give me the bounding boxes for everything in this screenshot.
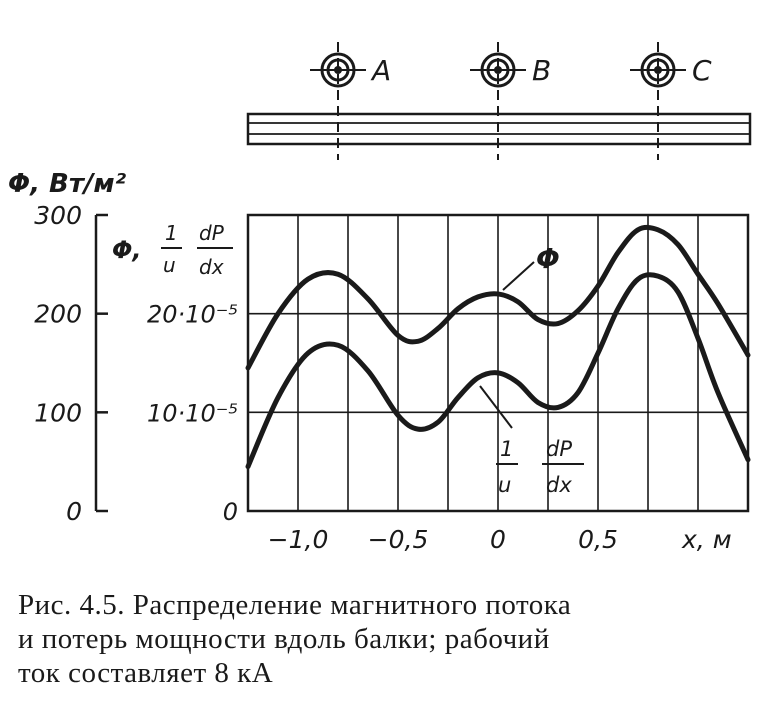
conductor-label: C: [692, 54, 712, 87]
y-inner-frac-den: u: [163, 253, 176, 277]
conductor-core: [494, 66, 502, 74]
y-tick-label-inner: 20·10⁻⁵: [147, 300, 238, 329]
y-tick-label-outer: 200: [34, 299, 82, 329]
y-tick-label-outer: 0: [66, 497, 82, 526]
y-axis-label-main: Φ, Вт/м²: [8, 169, 127, 199]
conductor-c: [630, 42, 712, 160]
annotation-loss-deriv-den: dx: [546, 473, 572, 497]
figure-caption: [18, 588, 763, 690]
x-tick-label: −1,0: [267, 525, 329, 554]
annotation-phi-label: Φ: [536, 242, 560, 275]
x-tick-label: −0,5: [367, 525, 429, 554]
chart: [8, 169, 748, 554]
y-inner-prefix: Φ,: [112, 236, 142, 264]
conductor-label: B: [532, 54, 552, 87]
annotation-loss-deriv-num: dP: [546, 437, 572, 461]
annotation-phi: [503, 242, 560, 290]
beam-diagram: [248, 42, 750, 160]
annotation-loss-frac-num: 1: [500, 437, 514, 461]
x-tick-label: 0,5: [578, 525, 618, 554]
y-ticks-inner: [147, 301, 238, 526]
grid: [248, 215, 748, 511]
conductor-core: [334, 66, 342, 74]
y-tick-label-outer: 100: [34, 398, 82, 428]
conductor-b: [470, 42, 551, 160]
x-axis-label: x, м: [682, 525, 732, 554]
annotation-loss-leader: [480, 386, 512, 428]
left-axis: [96, 215, 108, 511]
x-tick-label: 0: [490, 525, 506, 554]
y-inner-deriv-num: dP: [199, 221, 224, 245]
annotation-loss-frac-den: u: [498, 473, 512, 497]
y-inner-deriv-den: dx: [199, 255, 224, 279]
y-tick-label-inner: 0: [222, 498, 238, 526]
y-axis-label-inner: [112, 221, 233, 279]
caption-line-3: ток составляет 8 кА: [18, 657, 274, 689]
y-inner-frac-num: 1: [165, 221, 178, 245]
y-tick-label-outer: 300: [34, 201, 82, 230]
caption-line-2: и потерь мощности вдоль балки; рабочий: [18, 623, 550, 655]
y-tick-label-inner: 10·10⁻⁵: [147, 399, 238, 428]
x-ticks: [268, 525, 618, 554]
conductor-core: [654, 66, 662, 74]
conductor-a: [310, 42, 391, 160]
caption-line-1: Рис. 4.5. Распределение магнитного потока: [18, 589, 572, 621]
annotation-phi-leader: [503, 262, 534, 290]
conductor-label: A: [372, 54, 392, 87]
y-ticks-outer: [34, 201, 82, 526]
